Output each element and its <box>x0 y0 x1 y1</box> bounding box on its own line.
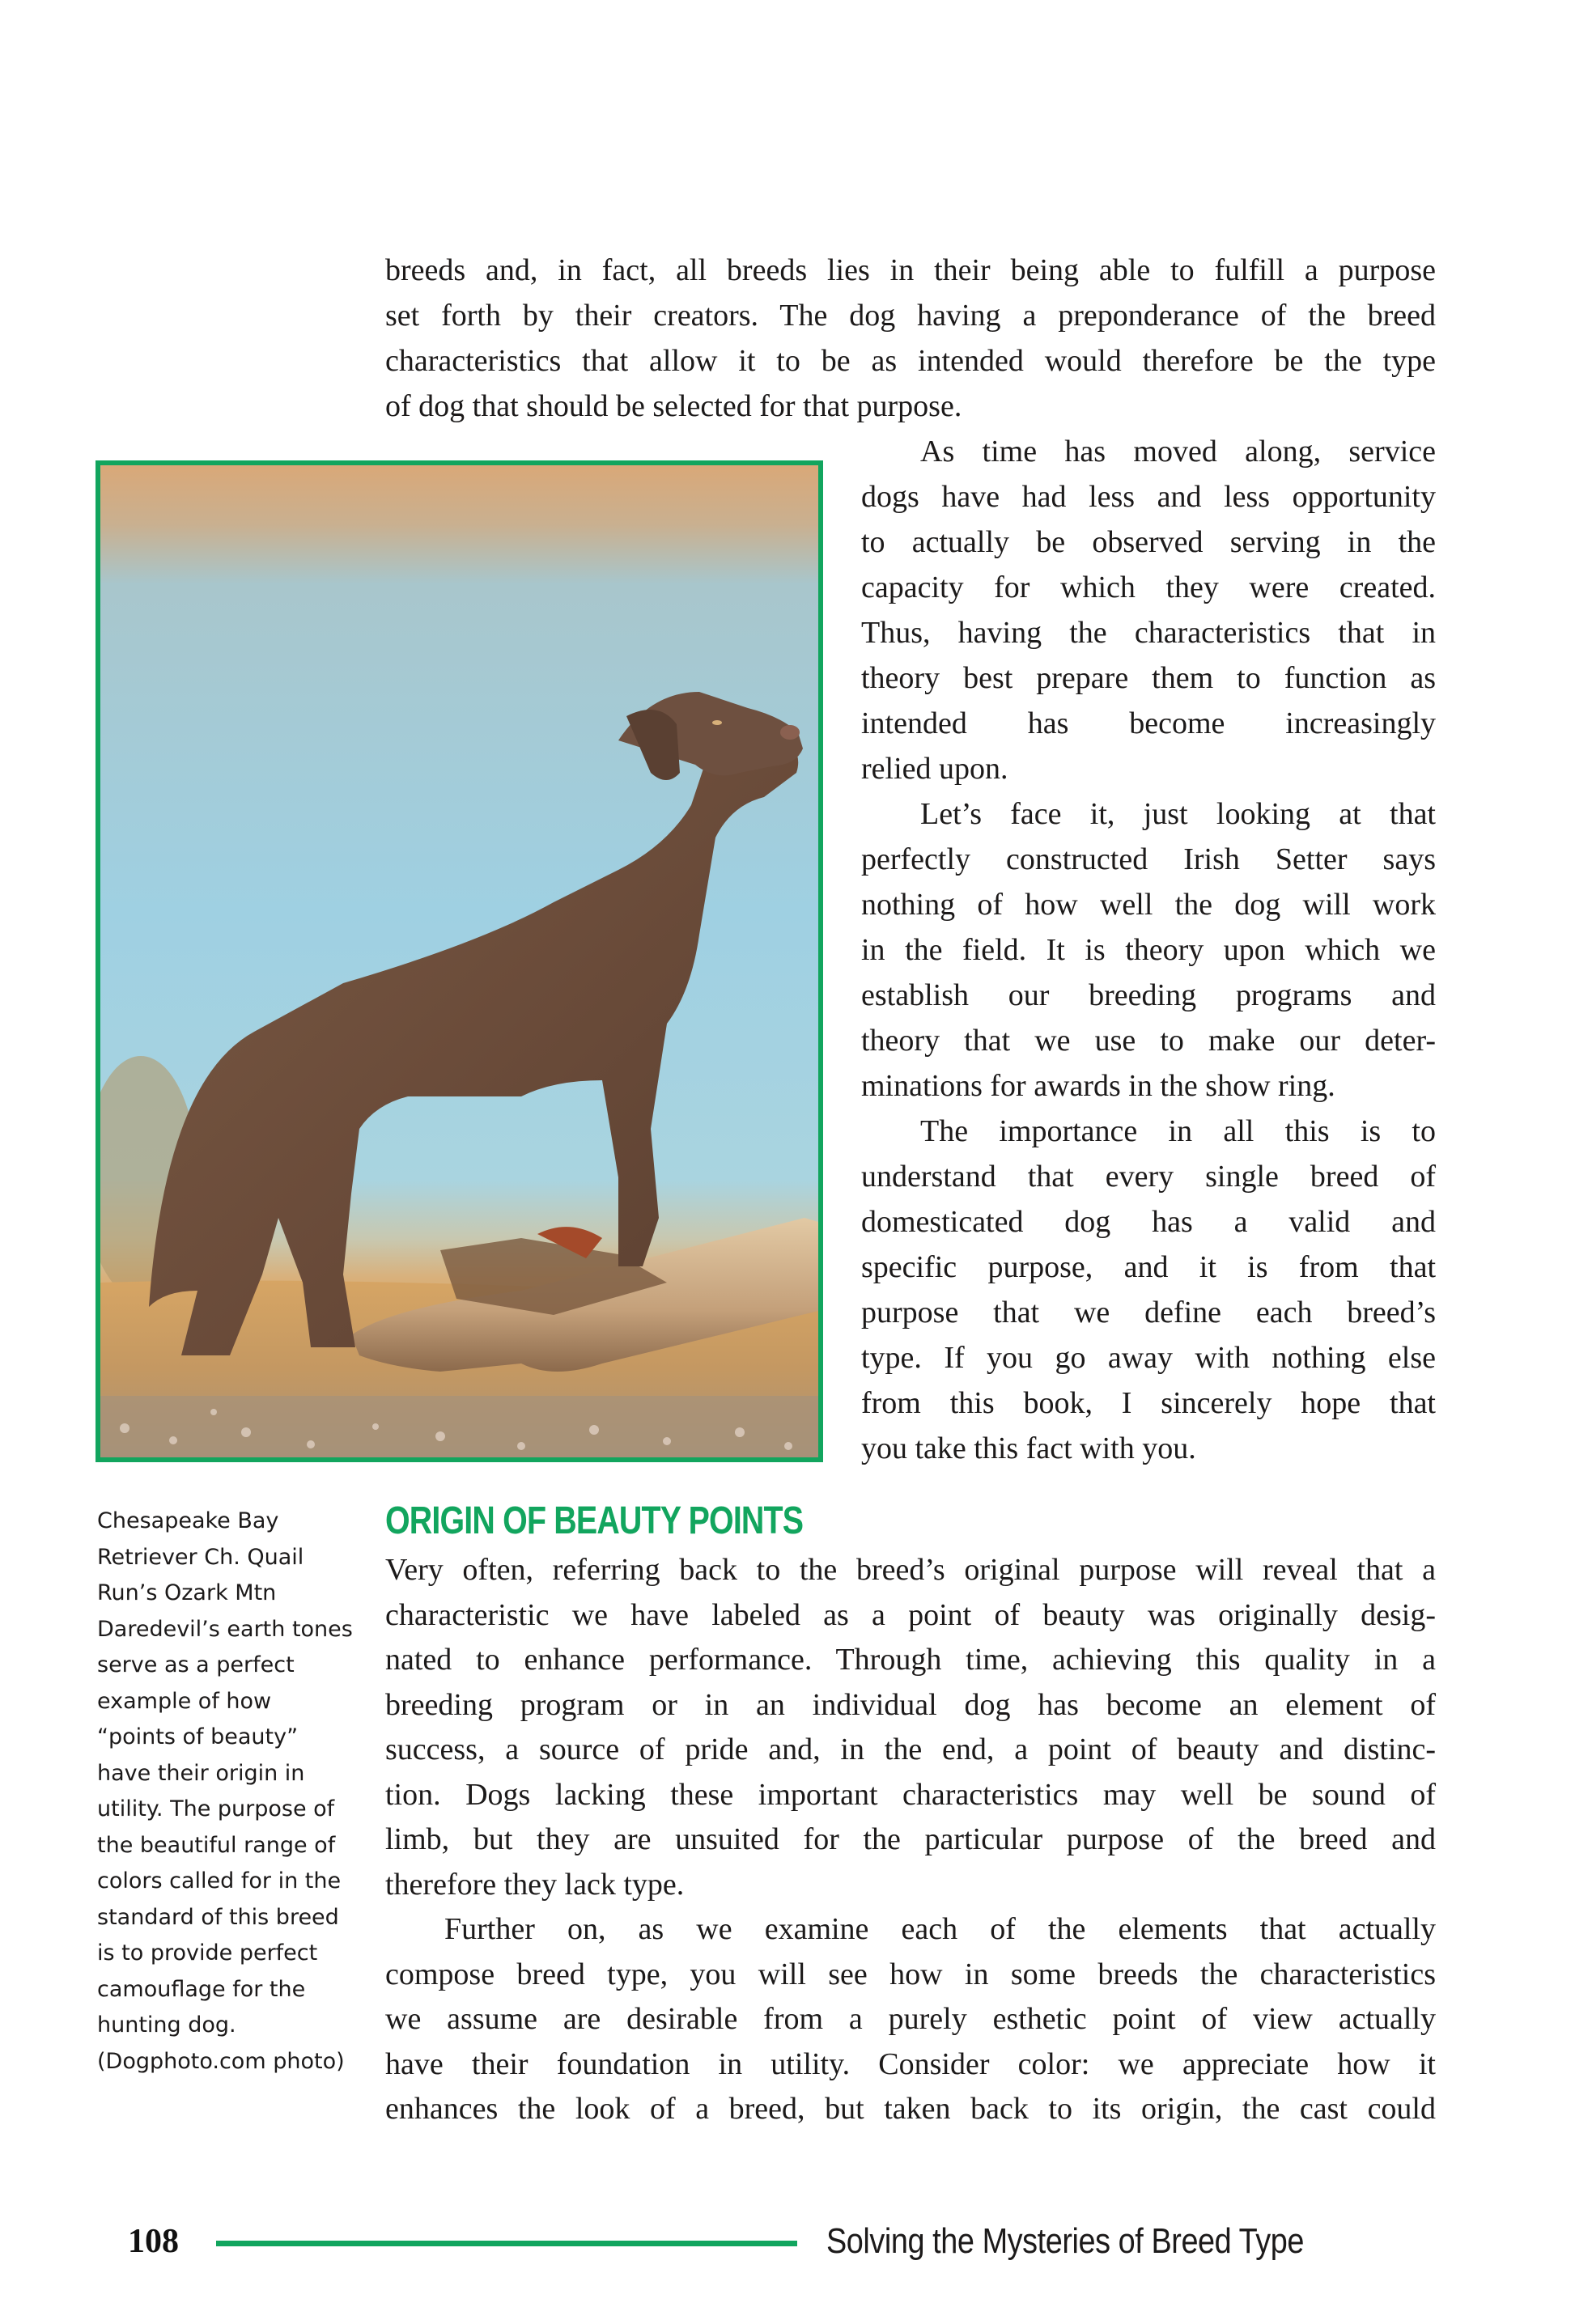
text-line: success, a source of pride and, in the end, a point of beauty and distinc- <box>385 1732 1436 1766</box>
text-line: characteristic we have labeled as a point of beauty was originally desig- <box>385 1597 1436 1632</box>
text-line: minations for awards in the show ring. <box>861 1069 1335 1103</box>
caption-line: example of how <box>97 1688 272 1714</box>
caption-line: is to provide perfect <box>97 1940 318 1966</box>
text-line: from this book, I sincerely hope that <box>861 1386 1436 1420</box>
caption-line: camouflage for the <box>97 1976 306 2002</box>
text-line: perfectly constructed Irish Setter says <box>861 842 1436 876</box>
running-footer-title: Solving the Mysteries of Breed Type <box>826 2221 1305 2261</box>
text-line: enhances the look of a breed, but taken back to its origin, the cast could <box>385 2092 1436 2126</box>
caption-line: colors called for in the <box>97 1868 342 1894</box>
text-line: characteristics that allow it to be as intended would therefore be the type <box>385 344 1436 378</box>
caption-line: the beautiful range of <box>97 1832 336 1858</box>
text-line: limb, but they are unsuited for the particular purpose of the breed and <box>385 1822 1436 1856</box>
text-line: type. If you go away with nothing else <box>861 1341 1436 1375</box>
caption-line: serve as a perfect <box>97 1652 295 1677</box>
text-line: compose breed type, you will see how in some breeds the characteristics <box>385 1957 1436 1991</box>
text-line: breeds and, in fact, all breeds lies in their being able to fulfill a purpose <box>385 253 1436 287</box>
text-line: As time has moved along, service <box>920 435 1436 469</box>
text-line: Further on, as we examine each of the elements that actually <box>444 1912 1436 1946</box>
caption-line: standard of this breed <box>97 1904 339 1930</box>
caption-line: Retriever Ch. Quail <box>97 1544 304 1570</box>
text-line: of dog that should be selected for that purpose. <box>385 389 962 423</box>
text-line: we assume are desirable from a purely esthetic point of view actually <box>385 2002 1436 2036</box>
text-line: Very often, referring back to the breed’s original purpose will reveal that a <box>385 1553 1436 1587</box>
caption-line: have their origin in <box>97 1760 305 1786</box>
dog-photo-image <box>100 465 818 1457</box>
text-line: relied upon. <box>861 752 1008 786</box>
text-line: intended has become increasingly <box>861 706 1436 740</box>
caption-line: Chesapeake Bay <box>97 1508 279 1533</box>
caption-line: Run’s Ozark Mtn <box>97 1580 277 1605</box>
text-line: breeding program or in an individual dog has become an element of <box>385 1687 1436 1722</box>
caption-line: Daredevil’s earth tones <box>97 1616 353 1642</box>
footer-rule-divider <box>216 2241 797 2246</box>
dog-photo <box>96 460 823 1462</box>
text-line: nated to enhance performance. Through time, achieving this quality in a <box>385 1643 1436 1677</box>
caption-line: hunting dog. <box>97 2012 236 2038</box>
text-line: Let’s face it, just looking at that <box>920 797 1436 831</box>
photo-caption <box>97 1503 364 2080</box>
caption-line: (Dogphoto.com photo) <box>97 2048 345 2074</box>
text-line: set forth by their creators. The dog having a preponderance of the breed <box>385 299 1436 333</box>
text-line: in the field. It is theory upon which we <box>861 933 1436 967</box>
text-line: understand that every single breed of <box>861 1160 1436 1194</box>
text-line: tion. Dogs lacking these important characteristics may well be sound of <box>385 1777 1436 1812</box>
caption-line: “points of beauty” <box>97 1724 299 1749</box>
section-heading: ORIGIN OF BEAUTY POINTS <box>385 1499 804 1542</box>
text-line: nothing of how well the dog will work <box>861 888 1436 922</box>
text-line: you take this fact with you. <box>861 1431 1196 1465</box>
text-line: purpose that we define each breed’s <box>861 1296 1436 1330</box>
caption-line: utility. The purpose of <box>97 1796 335 1821</box>
text-line: Thus, having the characteristics that in <box>861 616 1436 650</box>
text-line: have their foundation in utility. Consider color: we appreciate how it <box>385 2046 1436 2081</box>
text-line: therefore they lack type. <box>385 1867 685 1902</box>
text-line: specific purpose, and it is from that <box>861 1250 1436 1284</box>
text-line: establish our breeding programs and <box>861 978 1436 1012</box>
text-line: theory that we use to make our deter- <box>861 1024 1436 1058</box>
text-line: The importance in all this is to <box>920 1114 1436 1148</box>
text-line: theory best prepare them to function as <box>861 661 1436 695</box>
text-line: capacity for which they were created. <box>861 570 1436 604</box>
page-number: 108 <box>128 2223 179 2260</box>
text-line: domesticated dog has a valid and <box>861 1205 1436 1239</box>
text-line: dogs have had less and less opportunity <box>861 480 1436 514</box>
text-line: to actually be observed serving in the <box>861 525 1436 559</box>
